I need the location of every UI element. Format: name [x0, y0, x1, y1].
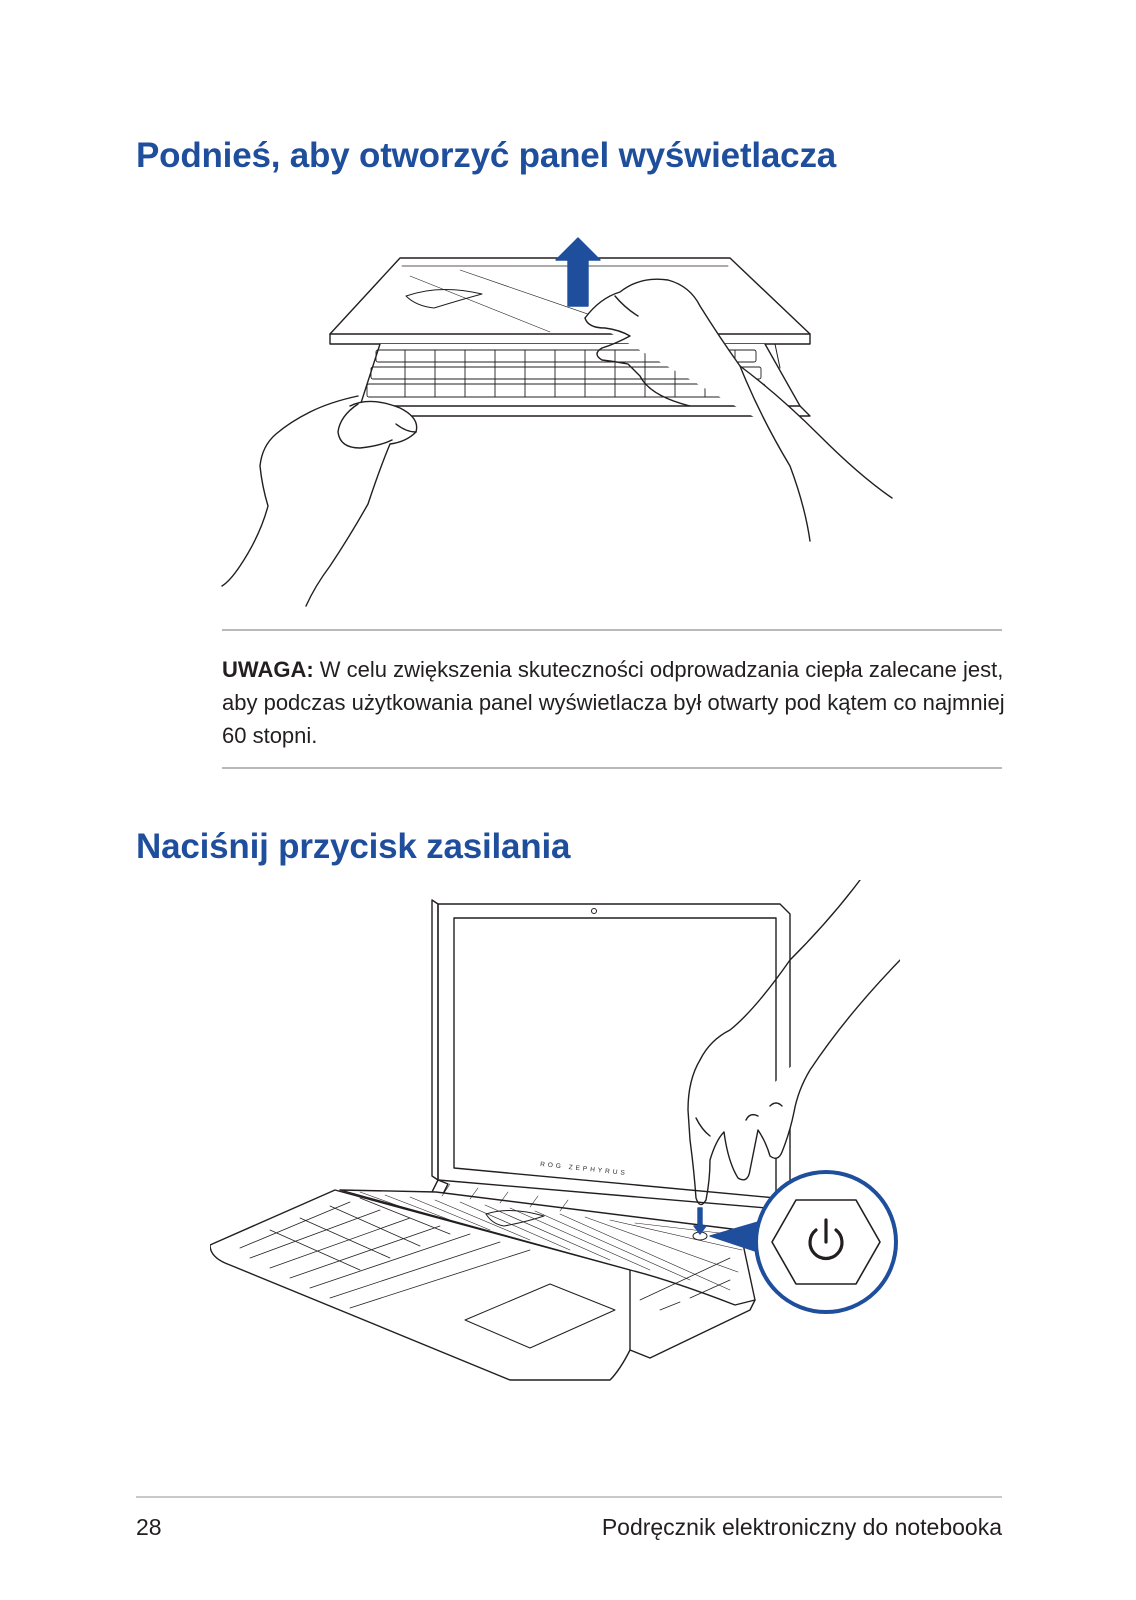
section-title-power-button: Naciśnij przycisk zasilania: [136, 827, 571, 866]
note-top-divider: [222, 629, 1002, 631]
note-bottom-divider: [222, 767, 1002, 769]
section-title-open-display: Podnieś, aby otworzyć panel wyświetlacza: [136, 136, 837, 175]
note-text: W celu zwiększenia skuteczności odprowadzania ciepła zalecane jest, aby podczas użytkowania panel wyświetlacza był otwarty pod kątem co najmniej 60 stopni.: [222, 657, 1005, 748]
open-lid-illustration: [220, 236, 910, 616]
footer-divider: [136, 1496, 1002, 1498]
note-label: UWAGA:: [222, 657, 314, 682]
note-paragraph: [222, 653, 1008, 752]
page-number: 28: [136, 1514, 162, 1540]
power-button-illustration: [210, 880, 900, 1420]
footer-title: Podręcznik elektroniczny do notebooka: [601, 1514, 1002, 1540]
display-brand-text: ROG ZEPHYRUS: [539, 1161, 629, 1178]
